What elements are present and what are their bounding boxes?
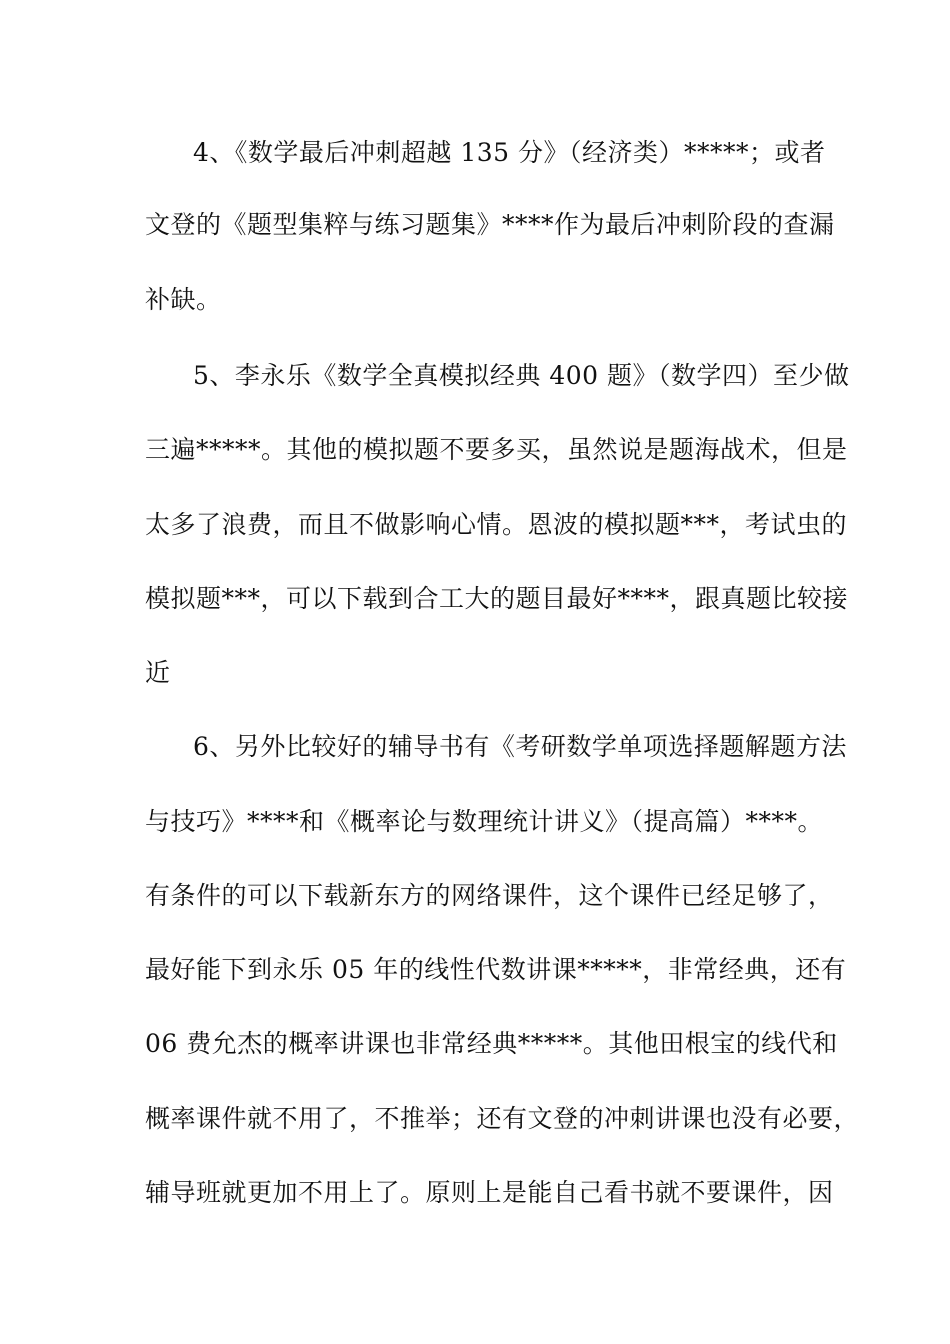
paragraph-5-line-2: 三遍*****。其他的模拟题不要多买，虽然说是题海战术，但是 [145, 435, 848, 464]
paragraph-5-line-5: 近 [145, 658, 171, 687]
paragraph-4-line-2: 文登的《题型集粹与练习题集》****作为最后冲刺阶段的查漏 [145, 210, 835, 239]
paragraph-5-line-3: 太多了浪费，而且不做影响心情。恩波的模拟题***，考试虫的 [145, 510, 848, 539]
paragraph-4-line-1: 4、《数学最后冲刺超越 135 分》（经济类）*****；或者 [193, 138, 826, 167]
paragraph-6-line-5: 06 费允杰的概率讲课也非常经典*****。其他田根宝的线代和 [145, 1029, 838, 1058]
paragraph-5-line-1: 5、李永乐《数学全真模拟经典 400 题》（数学四）至少做 [193, 361, 850, 390]
paragraph-6-line-4: 最好能下到永乐 05 年的线性代数讲课*****，非常经典，还有 [145, 955, 847, 984]
paragraph-6-line-3: 有条件的可以下载新东方的网络课件，这个课件已经足够了， [145, 881, 834, 910]
paragraph-6-line-2: 与技巧》****和《概率论与数理统计讲义》（提高篇）****。 [145, 807, 824, 836]
paragraph-6-line-7: 辅导班就更加不用上了。原则上是能自己看书就不要课件，因 [145, 1178, 834, 1207]
paragraph-5-line-4: 模拟题***，可以下载到合工大的题目最好****，跟真题比较接 [145, 584, 849, 613]
paragraph-6-line-1: 6、另外比较好的辅导书有《考研数学单项选择题解题方法 [193, 732, 847, 761]
paragraph-6-line-6: 概率课件就不用了，不推举；还有文登的冲刺讲课也没有必要， [145, 1104, 860, 1133]
paragraph-4-line-3: 补缺。 [145, 285, 222, 314]
